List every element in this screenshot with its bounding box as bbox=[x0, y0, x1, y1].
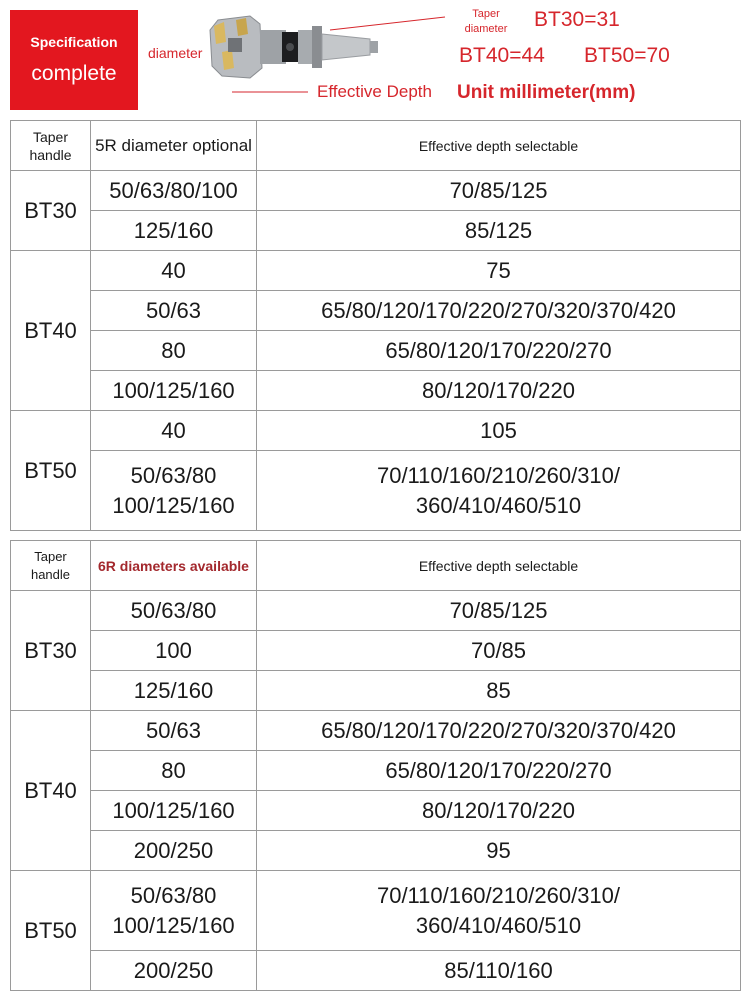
depth-line: 360/410/460/510 bbox=[415, 912, 582, 938]
table-row bbox=[11, 751, 741, 791]
diameter-cell: 100 bbox=[91, 631, 257, 671]
table-row bbox=[11, 411, 741, 451]
effective-depth-label: Effective Depth bbox=[317, 82, 432, 101]
spec-badge-line2: complete bbox=[31, 62, 117, 85]
taper-cell: BT40 bbox=[11, 711, 91, 871]
taper-diameter-label-line1: Taper bbox=[472, 8, 500, 20]
table-row bbox=[11, 871, 741, 951]
depth-cell: 85 bbox=[257, 671, 741, 711]
diameter-cell: 200/250 bbox=[91, 831, 257, 871]
table-row bbox=[11, 171, 741, 211]
taper-cell: BT30 bbox=[11, 591, 91, 711]
table-5r-specifications bbox=[10, 120, 741, 531]
depth-cell: 95 bbox=[257, 831, 741, 871]
bt30-taper-diameter: BT30=31 bbox=[534, 8, 620, 31]
depth-line: 360/410/460/510 bbox=[415, 492, 582, 518]
diameter-cell: 50/63 bbox=[91, 291, 257, 331]
table-row bbox=[11, 251, 741, 291]
header-effective-depth: Effective depth selectable bbox=[257, 121, 741, 171]
diameter-cell: 200/250 bbox=[91, 951, 257, 991]
taper-cell: BT50 bbox=[11, 411, 91, 531]
table-row bbox=[11, 951, 741, 991]
depth-cell bbox=[257, 871, 741, 951]
depth-cell: 80/120/170/220 bbox=[257, 371, 741, 411]
table-row bbox=[11, 671, 741, 711]
header-6r-diameter: 6R diameters available bbox=[91, 541, 257, 591]
depth-cell: 85/125 bbox=[257, 211, 741, 251]
diameter-cell: 50/63/80 bbox=[91, 591, 257, 631]
taper-cell: BT50 bbox=[11, 871, 91, 991]
diameter-label: diameter bbox=[148, 45, 203, 61]
header-effective-depth: Effective depth selectable bbox=[257, 541, 741, 591]
header-taper-handle: Taper handle bbox=[11, 121, 91, 171]
depth-cell: 70/85/125 bbox=[257, 171, 741, 211]
table-row bbox=[11, 371, 741, 411]
spec-badge-line1: Specification bbox=[30, 34, 118, 50]
unit-label: Unit millimeter(mm) bbox=[457, 82, 636, 103]
table-row bbox=[11, 451, 741, 531]
table-6r-specifications bbox=[10, 540, 741, 991]
depth-cell: 105 bbox=[257, 411, 741, 451]
header-taper-handle bbox=[11, 541, 91, 591]
diameter-cell: 125/160 bbox=[91, 671, 257, 711]
table-header-row bbox=[11, 541, 741, 591]
depth-cell: 65/80/120/170/220/270/320/370/420 bbox=[257, 291, 741, 331]
depth-cell: 65/80/120/170/220/270 bbox=[257, 331, 741, 371]
diameter-cell: 40 bbox=[91, 251, 257, 291]
header-taper-line1: Taper bbox=[34, 548, 67, 564]
diameter-line: 100/125/160 bbox=[112, 492, 235, 518]
header-taper-line2: handle bbox=[30, 566, 71, 582]
header-5r-diameter: 5R diameter optional bbox=[91, 121, 257, 171]
table-row bbox=[11, 591, 741, 631]
bt40-taper-diameter: BT40=44 bbox=[459, 44, 545, 67]
specification-badge bbox=[10, 10, 138, 110]
table-row bbox=[11, 211, 741, 251]
depth-cell: 80/120/170/220 bbox=[257, 791, 741, 831]
table-row bbox=[11, 711, 741, 751]
diameter-line: 50/63/80 bbox=[130, 882, 217, 908]
taper-diameter-label bbox=[462, 7, 510, 37]
table-row bbox=[11, 631, 741, 671]
depth-cell: 85/110/160 bbox=[257, 951, 741, 991]
diameter-cell: 50/63/80/100 bbox=[91, 171, 257, 211]
diameter-cell: 100/125/160 bbox=[91, 371, 257, 411]
depth-cell bbox=[257, 451, 741, 531]
depth-cell: 75 bbox=[257, 251, 741, 291]
diameter-cell bbox=[91, 451, 257, 531]
depth-line: 70/110/160/210/260/310/ bbox=[376, 882, 621, 908]
taper-diameter-label-line2: diameter bbox=[464, 23, 508, 35]
depth-cell: 65/80/120/170/220/270/320/370/420 bbox=[257, 711, 741, 751]
table-row bbox=[11, 291, 741, 331]
table-row bbox=[11, 331, 741, 371]
diameter-cell: 50/63 bbox=[91, 711, 257, 751]
diameter-line: 100/125/160 bbox=[112, 912, 235, 938]
diameter-cell: 80 bbox=[91, 751, 257, 791]
bt50-taper-diameter: BT50=70 bbox=[584, 44, 670, 67]
table-header-row bbox=[11, 121, 741, 171]
diameter-cell: 125/160 bbox=[91, 211, 257, 251]
table-row bbox=[11, 791, 741, 831]
taper-cell: BT40 bbox=[11, 251, 91, 411]
depth-cell: 70/85 bbox=[257, 631, 741, 671]
diameter-cell: 80 bbox=[91, 331, 257, 371]
diameter-cell bbox=[91, 871, 257, 951]
diameter-line: 50/63/80 bbox=[130, 462, 217, 488]
depth-cell: 70/85/125 bbox=[257, 591, 741, 631]
diameter-cell: 40 bbox=[91, 411, 257, 451]
depth-line: 70/110/160/210/260/310/ bbox=[376, 462, 621, 488]
depth-cell: 65/80/120/170/220/270 bbox=[257, 751, 741, 791]
table-row bbox=[11, 831, 741, 871]
taper-cell: BT30 bbox=[11, 171, 91, 251]
diameter-cell: 100/125/160 bbox=[91, 791, 257, 831]
